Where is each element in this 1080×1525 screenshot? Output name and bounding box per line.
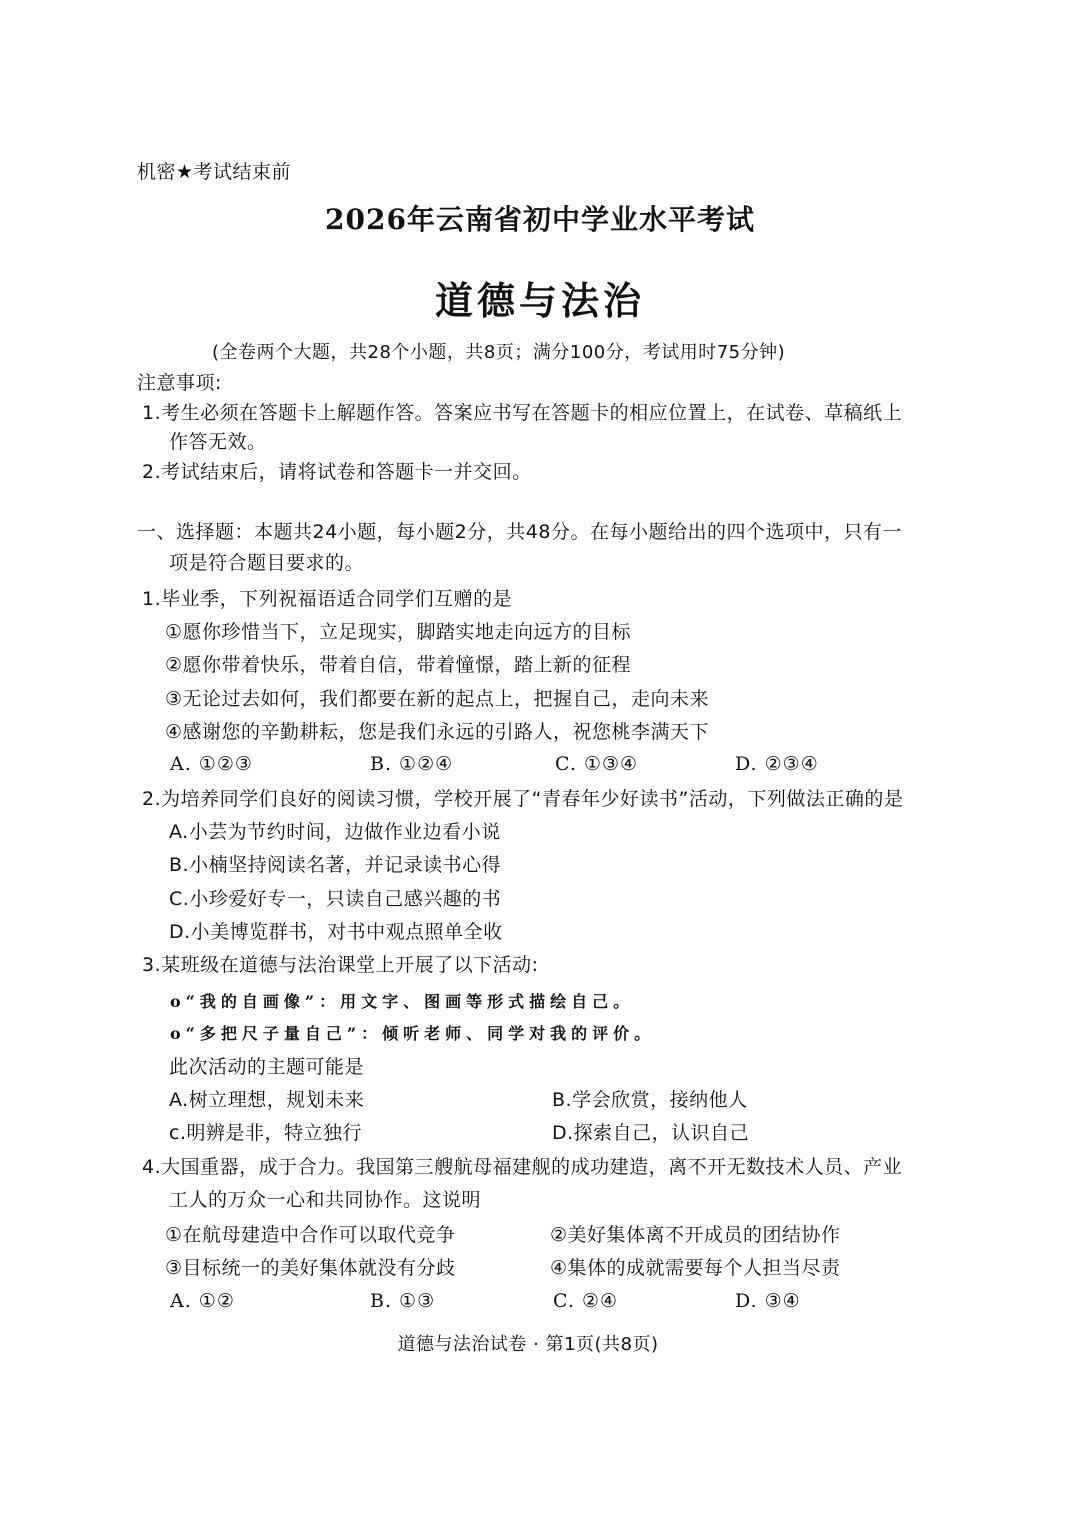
question-3-option-b: B.学会欣赏，接纳他人 bbox=[552, 1089, 748, 1111]
section-1-intro: 一、选择题：本题共24小题，每小题2分，共48分。在每小题给出的四个选项中，只有一 bbox=[137, 521, 902, 543]
question-3-stem: 3.某班级在道德与法治课堂上开展了以下活动: bbox=[142, 954, 539, 976]
question-4-option-c: C. ②④ bbox=[553, 1290, 619, 1312]
question-4-option-d: D. ③④ bbox=[735, 1290, 801, 1312]
question-1-statement: ②愿你带着快乐，带着自信，带着憧憬，踏上新的征程 bbox=[165, 654, 632, 676]
question-2-option-b: B.小楠坚持阅读名著，并记录读书心得 bbox=[169, 854, 502, 876]
question-3-option-a: A.树立理想，规划未来 bbox=[169, 1089, 365, 1111]
question-4-option-b: B. ①③ bbox=[370, 1290, 436, 1312]
question-1-statement: ①愿你珍惜当下，立足现实，脚踏实地走向远方的目标 bbox=[165, 621, 632, 643]
question-2-stem: 2.为培养同学们良好的阅读习惯，学校开展了“青春年少好读书”活动，下列做法正确的是 bbox=[142, 788, 904, 810]
question-3-activity: o“多把尺子量自己”：倾听老师、同学对我的评价。 bbox=[170, 1024, 656, 1043]
question-2-option-d: D.小美博览群书，对书中观点照单全收 bbox=[169, 921, 503, 943]
question-4-stem-cont: 工人的万众一心和共同协作。这说明 bbox=[169, 1189, 482, 1211]
question-4-option-a: A. ①② bbox=[170, 1290, 235, 1312]
note-item-2: 2.考试结束后，请将试卷和答题卡一并交回。 bbox=[142, 461, 532, 483]
page-footer: 道德与法治试卷 · 第1页(共8页) bbox=[397, 1334, 659, 1355]
section-1-intro-cont: 项是符合题目要求的。 bbox=[169, 552, 365, 574]
question-2-option-c: C.小珍爱好专一，只读自己感兴趣的书 bbox=[169, 888, 502, 910]
question-1-stem: 1.毕业季，下列祝福语适合同学们互赠的是 bbox=[142, 588, 513, 610]
question-1-statement: ④感谢您的辛勤耕耘，您是我们永远的引路人，祝您桃李满天下 bbox=[165, 721, 710, 743]
question-4-statement: ①在航母建造中合作可以取代竞争 bbox=[165, 1224, 456, 1246]
question-3-option-c: c.明辨是非，特立独行 bbox=[169, 1122, 362, 1144]
notes-heading: 注意事项: bbox=[137, 372, 222, 394]
question-4-statement: ②美好集体离不开成员的团结协作 bbox=[550, 1224, 841, 1246]
note-item-1-cont: 作答无效。 bbox=[169, 431, 267, 453]
question-3-question: 此次活动的主题可能是 bbox=[169, 1056, 365, 1078]
question-1-statement: ③无论过去如何，我们都要在新的起点上，把握自己，走向未来 bbox=[165, 688, 710, 710]
question-3-activity: o“我的自画像”：用文字、图画等形式描绘自己。 bbox=[170, 992, 635, 1011]
exam-info: (全卷两个大题，共28个小题，共8页；满分100分，考试用时75分钟) bbox=[212, 342, 786, 363]
question-4-statement: ④集体的成就需要每个人担当尽责 bbox=[550, 1257, 841, 1279]
question-1-option-a: A. ①②③ bbox=[170, 753, 253, 775]
question-1-option-d: D. ②③④ bbox=[735, 753, 819, 775]
question-1-option-c: C. ①③④ bbox=[555, 753, 639, 775]
exam-title: 2026年云南省初中学业水平考试 bbox=[325, 203, 755, 236]
question-1-option-b: B. ①②④ bbox=[370, 753, 454, 775]
question-3-option-d: D.探索自己，认识自己 bbox=[552, 1122, 750, 1144]
question-4-stem: 4.大国重器，成于合力。我国第三艘航母福建舰的成功建造，离不开无数技术人员、产业 bbox=[142, 1156, 903, 1178]
question-2-option-a: A.小芸为节约时间，边做作业边看小说 bbox=[169, 821, 501, 843]
confidential-label: 机密★考试结束前 bbox=[137, 161, 292, 183]
subject-title: 道德与法治 bbox=[434, 278, 645, 323]
note-item-1: 1.考生必须在答题卡上解题作答。答案应书写在答题卡的相应位置上，在试卷、草稿纸上 bbox=[142, 402, 903, 424]
question-4-statement: ③目标统一的美好集体就没有分歧 bbox=[165, 1257, 456, 1279]
